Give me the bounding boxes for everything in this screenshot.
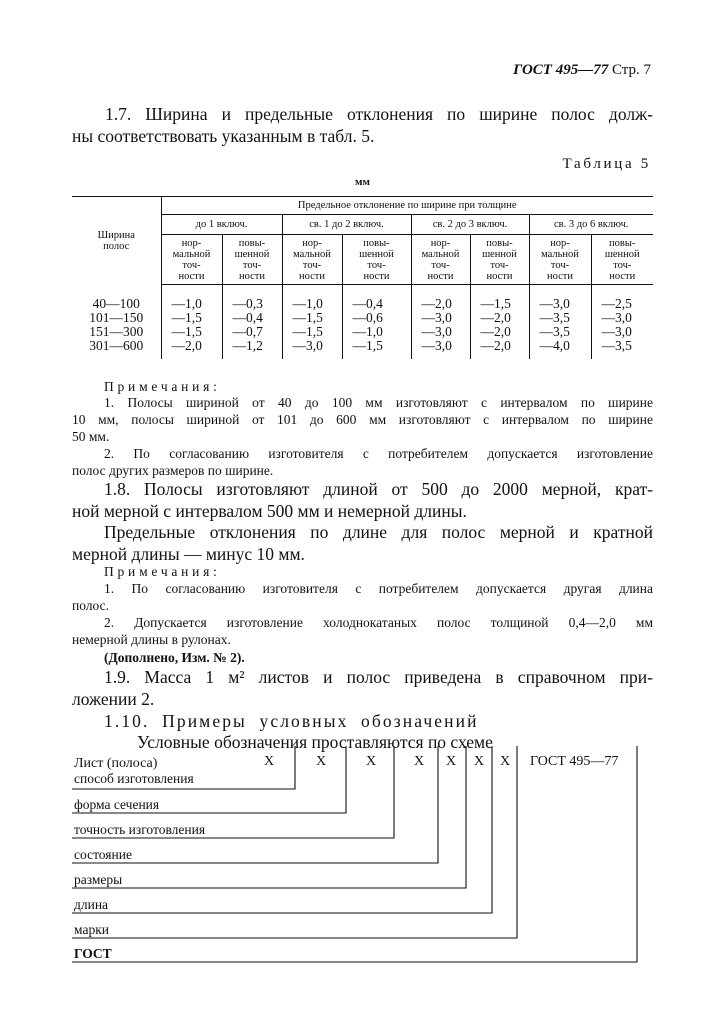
p17-line1: 1.7. Ширина и предельные отклонения по ширине полос долж- bbox=[105, 104, 653, 124]
sub-high: повы- шенной точ- ности bbox=[591, 235, 653, 285]
scheme-label: способ изготовления bbox=[74, 771, 194, 786]
table-row: 40—100 —1,0 —0,3 —1,0 —0,4 —2,0 —1,5 —3,0 —2,5 bbox=[72, 297, 653, 311]
notes2-amendment: (Дополнено, Изм. № 2). bbox=[104, 650, 245, 665]
connector-line bbox=[72, 746, 438, 863]
notes1-n1-l3: 50 мм. bbox=[72, 429, 110, 444]
scheme-label: форма сечения bbox=[74, 797, 160, 812]
p18-line3: Предельные отклонения по длине для полос мерной и кратной bbox=[104, 522, 653, 542]
p18-line4: мерной длины — минус 10 мм. bbox=[72, 544, 305, 564]
scheme-label: размеры bbox=[74, 872, 123, 887]
scheme-mark: X bbox=[446, 754, 457, 769]
p19-line1: 1.9. Масса 1 м² листов и полос приведена в справочном при- bbox=[104, 667, 653, 687]
scheme-mark: X bbox=[366, 754, 377, 769]
header-width: Ширина полос bbox=[72, 197, 161, 285]
notes1-n1-l2: 10 мм, полосы шириной от 101 до 600 мм изготовляют с интервалом по ширине bbox=[72, 412, 653, 427]
table-caption: Таблица 5 bbox=[562, 156, 651, 172]
group-3: св. 2 до 3 включ. bbox=[411, 215, 529, 235]
group-2: св. 1 до 2 включ. bbox=[282, 215, 411, 235]
p18-line1: 1.8. Полосы изготовляют длиной от 500 до 2000 мерной, крат- bbox=[104, 479, 653, 499]
notes2-n1-l1: 1. По согласованию изготовителя с потребителем допускается другая длина bbox=[104, 581, 653, 596]
notes2-n2-l1: 2. Допускается изготовление холоднокатаных полос толщиной 0,4—2,0 мм bbox=[104, 615, 653, 630]
p110-title: 1.10. Примеры условных обозначений bbox=[104, 711, 479, 731]
group-1: до 1 включ. bbox=[161, 215, 282, 235]
table-row: 301—600 —2,0 —1,2 —3,0 —1,5 —3,0 —2,0 —4,0 —3,5 bbox=[72, 339, 653, 353]
scheme-label: ГОСТ bbox=[74, 946, 112, 961]
scheme-mark: X bbox=[264, 754, 275, 769]
scheme-label: точность изготовления bbox=[74, 822, 206, 837]
scheme-label: состояние bbox=[74, 847, 132, 862]
sub-high: повы- шенной точ- ности bbox=[222, 235, 282, 285]
scheme-mark: X bbox=[500, 754, 511, 769]
sub-normal: нор- мальной точ- ности bbox=[411, 235, 470, 285]
sub-normal: нор- мальной точ- ности bbox=[529, 235, 591, 285]
p18-line2: ной мерной с интервалом 500 мм и немерной длины. bbox=[72, 501, 467, 521]
connector-line bbox=[72, 746, 295, 789]
scheme-label: длина bbox=[74, 897, 109, 912]
p110-subtitle: Условные обозначения проставляются по схеме bbox=[137, 732, 493, 752]
table-row: 151—300 —1,5 —0,7 —1,5 —1,0 —3,0 —2,0 —3,5 —3,0 bbox=[72, 325, 653, 339]
header-deviation: Предельное отклонение по ширине при толщине bbox=[161, 197, 653, 215]
scheme-mark: X bbox=[414, 754, 425, 769]
notes1-n1-l1: 1. Полосы шириной от 40 до 100 мм изготовляют с интервалом по ширине bbox=[104, 395, 653, 410]
sub-normal: нор- мальной точ- ности bbox=[282, 235, 342, 285]
connector-line bbox=[72, 746, 637, 962]
scheme-mark: X bbox=[474, 754, 485, 769]
table-unit: мм bbox=[355, 176, 370, 188]
notes2-n1-l2: полос. bbox=[72, 598, 109, 613]
scheme-label: марки bbox=[74, 922, 109, 937]
notes1-title: Примечания: bbox=[104, 379, 221, 394]
connector-line bbox=[72, 746, 346, 813]
scheme-sheet: Лист (полоса) bbox=[74, 756, 158, 771]
notes1-n2-l2: полос других размеров по ширине. bbox=[72, 463, 274, 478]
sub-high: повы- шенной точ- ности bbox=[470, 235, 529, 285]
header-page: Стр. 7 bbox=[611, 62, 651, 78]
sub-high: повы- шенной точ- ности bbox=[342, 235, 411, 285]
connector-line bbox=[72, 746, 466, 888]
table-row: 101—150 —1,5 —0,4 —1,5 —0,6 —3,0 —2,0 —3,5 —3,0 bbox=[72, 311, 653, 325]
group-4: св. 3 до 6 включ. bbox=[529, 215, 653, 235]
p17-line2: ны соответствовать указанным в табл. 5. bbox=[72, 126, 375, 146]
sub-normal: нор- мальной точ- ности bbox=[161, 235, 222, 285]
notes2-n2-l2: немерной длины в рулонах. bbox=[72, 632, 231, 647]
p19-line2: ложении 2. bbox=[72, 689, 155, 709]
notes2-title: Примечания: bbox=[104, 564, 221, 579]
notes1-n2-l1: 2. По согласованию изготовителя с потребителем допускается изготовление bbox=[104, 446, 653, 461]
scheme-gost: ГОСТ 495—77 bbox=[530, 754, 619, 769]
header-gost: ГОСТ 495—77 bbox=[513, 62, 609, 78]
scheme-mark: X bbox=[316, 754, 327, 769]
